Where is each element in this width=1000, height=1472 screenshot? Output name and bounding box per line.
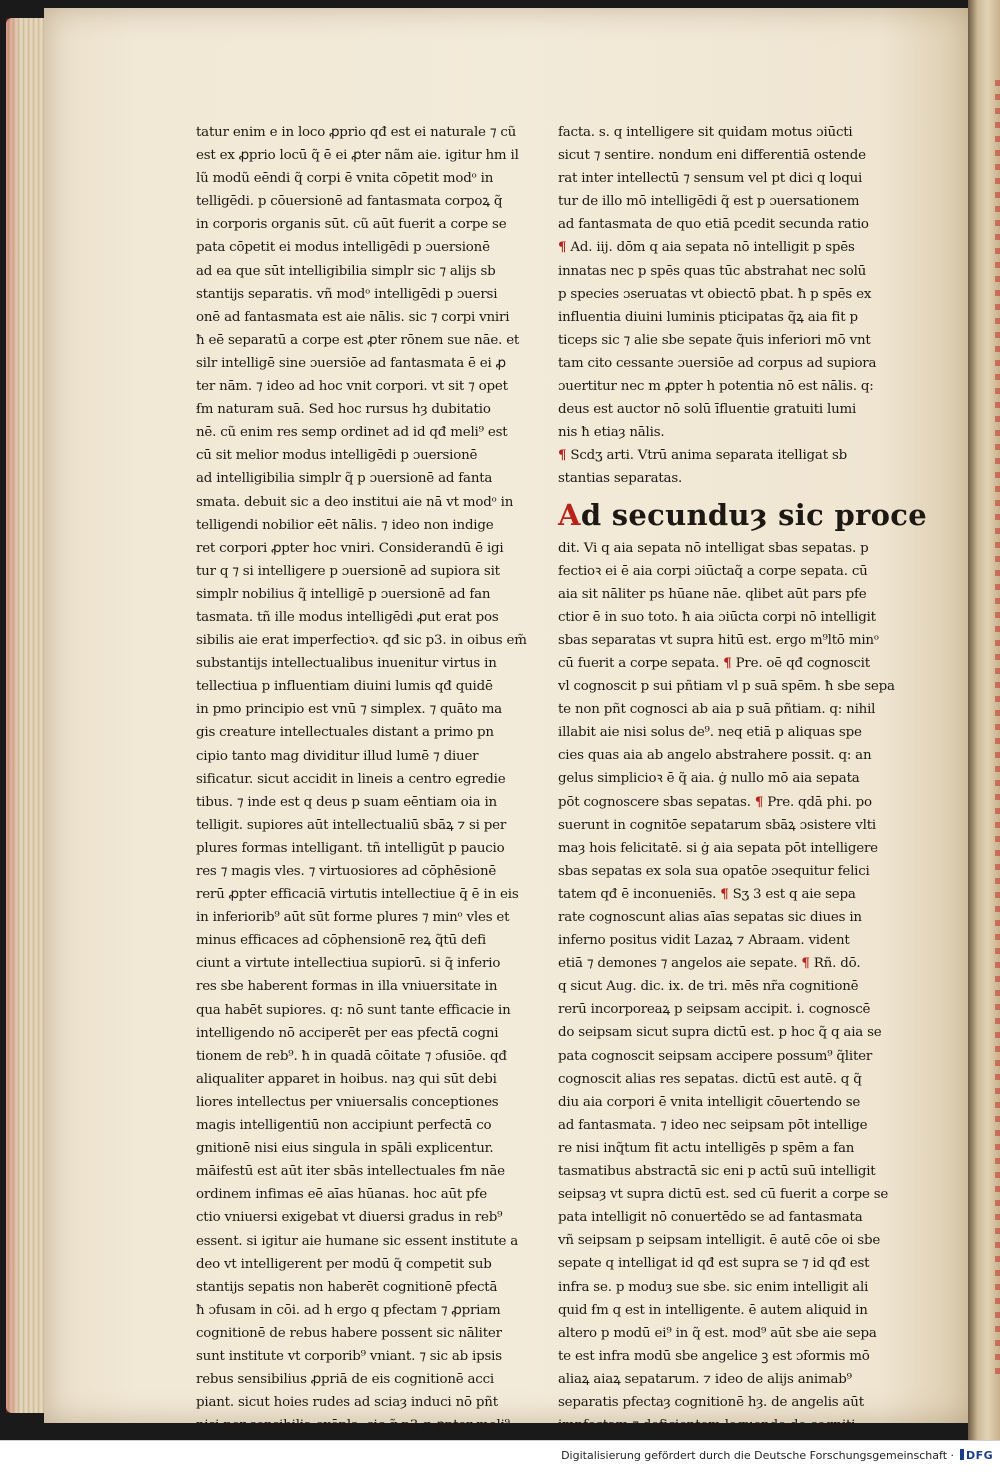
text-line: sicut ⁊ sentire. nondum eni differentiā ostende (558, 148, 866, 164)
right-column-upper-text (558, 121, 910, 491)
text-line: cies quas aia ab angelo abstrahere possit. q: an (558, 748, 872, 764)
text-line: lũ modũ eēndi q̃ corpi ē vnita cōpetit modᵒ in (196, 171, 494, 187)
text-line: p species ɔseruatas vt obiectō pbat. ħ p spēs ex (558, 286, 872, 302)
text-line: te non pñt cognosci ab aia p suā pñtiam. q: nihil (558, 702, 876, 718)
text-line: magis intelligentiū non accipiunt perfectā co (196, 1118, 492, 1134)
text-line: stantias separatas. (558, 471, 683, 487)
text-line: fectioꝛ ei ē aia corpi ɔiūctaq̃ a corpe sepata. cū (558, 563, 868, 579)
right-column-lower-text (558, 537, 910, 1441)
text-line: nis ħ etiaȝ nālis. (558, 425, 665, 441)
text-line: quid ẜm q est in intelligente. ē autem aliquid in (558, 1302, 868, 1318)
text-line: re nisi inq̃tum fit actu intelligēs p spēm a fan (558, 1140, 855, 1156)
text-line: liores intellectus per vniuersalis conceptiones (196, 1094, 499, 1110)
text-line: inferno positus vidit Lazaꝝ ⁊ Abraam. vident (558, 933, 850, 949)
heading-text: d secunduȝ sic proce (580, 497, 927, 532)
text-line: tatur enim e in loco ꝓprio qđ est ei naturale ⁊ cũ (196, 125, 517, 140)
text-line: rerū incorporeaꝝ p seipsam accipit. i. cognoscē (558, 1002, 871, 1018)
text-line: intelligendo nō acciperēt per eas pfectā cogni (196, 1025, 499, 1041)
text-line: cū fuerit a corpe sepata. ¶ Pre. oē qđ cognoscit (558, 654, 870, 671)
text-line: tatem qđ ē inconueniēs. ¶ Sʒ 3 est q aie sepa (558, 885, 856, 902)
text-line: cū sit melior modus intelligēdi p ɔuersionē (196, 448, 478, 464)
facing-page-edge (968, 0, 1000, 1440)
right-text-column (558, 121, 927, 1440)
text-line: ¶ Ad. iij. dōm q aia sepata nō intelligit p spēs (558, 239, 855, 256)
text-line: diu aia corpori ē vnita intelligit cōuertendo se (558, 1094, 861, 1110)
text-line: rate cognoscunt alias aīas sepatas sic diues in (558, 910, 862, 925)
text-line: ret corpori ꝓpter hoc vniri. Considerandū ē igi (196, 540, 504, 556)
dfg-logo: DFG (960, 1449, 994, 1464)
text-line: etiā ⁊ demones ⁊ angelos aie sepate. ¶ Rñ. dō. (558, 955, 861, 972)
text-line: ad fantasmata. ⁊ ideo nec seipsam pōt intellige (558, 1117, 868, 1133)
text-line: infra se. p moduȝ sue sbe. sic enim intelligit ali (558, 1279, 869, 1295)
text-line: q sicut Aug. dic. ix. de tri. mēs nr̃a cognitionē (558, 979, 859, 995)
text-line: in corporis organis sūt. cũ aūt fuerit a corpe se (196, 217, 507, 233)
text-line: res sbe haberent formas in illa vniuersitate in (196, 979, 498, 995)
text-line: innatas nec p spēs quas tūc abstrahat nec solū (558, 263, 867, 279)
text-line: ter nām. ⁊ ideo ad hoc vnit corpori. vt sit ⁊ opet (196, 379, 508, 395)
text-line: stantijs sepatis non haberēt cognitionē pfectā (196, 1279, 498, 1295)
text-line: māifestū est aūt iter sbās intellectuales ẜm nāe (196, 1164, 505, 1180)
text-line: cognitionē de rebus habere possent sic nāliter (196, 1325, 502, 1341)
text-line: cipio tanto mag dividitur illud lumē ⁊ diuer (196, 748, 479, 764)
text-line: aliqualiter apparet in hoibus. naȝ qui sūt debi (196, 1071, 497, 1087)
text-line: deo vt intelligerent per modū q̃ competit sub (196, 1256, 492, 1272)
text-line: rebus sensibilius ꝓpriā de eis cognitionē acci (196, 1372, 494, 1388)
text-line: pata cognoscit seipsam accipere possum⁹ q̃liter (558, 1048, 873, 1064)
text-line: ad fantasmata de quo etiā pcedit secunda ratio (558, 217, 869, 233)
text-line: ¶ Scdʒ arti. Vtrū anima separata itelligat sb (558, 447, 847, 464)
text-line: gis creature intellectuales distant a primo pn (196, 725, 494, 741)
text-line: plures formas intelligant. tñ intelligūt p paucio (196, 840, 505, 856)
heading-initial: A (558, 497, 581, 532)
paragraph-mark: ¶ (801, 955, 810, 972)
left-text-column (196, 121, 546, 1440)
text-line: substantijs intellectualibus inuenitur virtus in (196, 656, 497, 672)
text-line: onē ad fantasmata est aie nālis. sic ⁊ corpi vniri (196, 309, 510, 325)
footer-bar (0, 1440, 1000, 1472)
text-line: res ⁊ magis vles. ⁊ virtuosiores ad cōphēsionē (196, 864, 497, 879)
text-line: dit. Vi q aia sepata nō intelligat sbas sepatas. p (558, 540, 869, 556)
text-line: rerū ꝓpter efficaciā virtutis intellectiue q̄ ē in eis (196, 887, 519, 903)
text-line: tasmata. tñ ille modus intelligēdi ꝓut erat pos (196, 609, 499, 625)
text-line: in inferiorib⁹ aūt sūt forme plures ⁊ minᵒ vles et (196, 910, 510, 926)
text-line: est ex ꝓprio locū q̃ ē ei ꝓter nãm aie. igitur hm il (196, 148, 519, 164)
text-line: sbas separatas vt supra hitū est. ergo m⁹ltō minᵒ (558, 632, 879, 648)
text-line: maȝ hois felicitatē. si ġ aia sepata pōt intelligere (558, 840, 878, 856)
text-line: separatis pfectaȝ cognitionē hȝ. de angelis aūt (558, 1394, 864, 1410)
text-line: deus est auctor nō solū īfluentie gratuiti lumi (558, 402, 857, 418)
text-line: tionem de reb⁹. ħ in quadā cōitate ⁊ ɔfusiōe. qđ (196, 1048, 507, 1064)
text-line: minus efficaces ad cōphensionē reꝝ q̃tū defi (196, 933, 486, 949)
text-line: sibilis aie erat imperfectioꝛ. qđ sic p3. in oibus em̃ (196, 633, 527, 649)
text-line: in pmo principio est vnū ⁊ simplex. ⁊ quāto ma (196, 702, 502, 718)
text-line: ciunt a virtute intellectiua supiorū. si q̃ inferio (196, 956, 501, 972)
paragraph-mark: ¶ (558, 239, 567, 256)
text-line: sificatur. sicut accidit in lineis a centro egredie (196, 771, 506, 787)
text-line: stantijs separatis. vñ modᵒ intelligēdi p ɔuersi (196, 286, 498, 302)
text-line: altero p modū ei⁹ in q̃ est. mod⁹ aūt sbe aie sepa (558, 1325, 877, 1341)
text-line: pata intelligit nō conuertēdo se ad fantasmata (558, 1210, 863, 1226)
text-line: tellectiua p influentiam diuini lumis qđ quidē (196, 679, 493, 695)
text-line: pōt cognoscere sbas sepatas. ¶ Pre. qdā phi. po (558, 793, 872, 810)
funding-notice: Digitalisierung gefördert durch die Deutsche Forschungsgemeinschaft · (561, 1449, 954, 1462)
text-line: pata cōpetit ei modus intelligēdi p ɔuersionē (196, 240, 490, 256)
text-line: gelus simplicioꝛ ē q̃ aia. ġ nullo mō aia sepata (558, 771, 860, 787)
text-line: telligit. supiores aūt intellectualiū sbāꝝ ⁊ si per (196, 817, 507, 833)
text-line: silr intelligē sine ɔuersiōe ad fantasmata ē ei ꝓ (196, 355, 506, 371)
text-line: aia sit nāliter ps hūane nāe. qlibet aūt pars pfe (558, 586, 867, 602)
text-line: telligendi nobilior eēt nālis. ⁊ ideo non indige (196, 517, 494, 533)
text-line: nē. cũ enim res semp ordinet ad id qđ meli⁹ est (196, 425, 508, 441)
text-line: essent. si igitur aie humane sic essent institute a (196, 1233, 519, 1249)
text-line: tur de illo mō intelligēdi q̃ est p ɔuersationem (558, 194, 860, 210)
text-line: illabit aie nisi solus de⁹. neq etiā p aliquas spe (558, 725, 862, 741)
text-line: gnitionē nisi eius singula in spāli explicentur. (196, 1141, 494, 1157)
text-line: ẜm naturam suā. Sed hoc rursus hȝ dubitatio (196, 402, 491, 418)
text-line: impfectam ⁊ deficientem loquendo de cogniti (558, 1418, 856, 1434)
text-line: sbas sepatas ex sola sua opatōe ɔsequitur felici (558, 863, 870, 879)
text-line: suerunt in cognitōe sepatarum sbāꝝ ɔsistere vlti (558, 817, 876, 833)
text-line: tam cito cessante ɔuersiōe ad corpus ad supiora (558, 355, 877, 371)
text-line: ad intelligibilia simplr q̃ p ɔuersionē ad fanta (196, 471, 493, 487)
text-line: vl cognoscit p sui pñtiam vl p suā spēm. ħ sbe sepa (558, 679, 895, 695)
text-line: aliaꝝ aiaꝝ sepatarum. ⁊ ideo de alijs animab⁹ (558, 1371, 852, 1387)
text-line: ctior ē in suo toto. ħ aia ɔiūcta corpi nō intelligit (558, 609, 876, 625)
text-line: smata. debuit sic a deo institui aie nā vt modᵒ in (196, 494, 514, 510)
paragraph-mark: ¶ (754, 793, 764, 810)
text-line: sepate q intelligat id qđ est supra se ⁊ id qđ est (558, 1256, 870, 1272)
text-line: telligēdi. p cōuersionē ad fantasmata corpoꝝ q̃ (196, 194, 503, 210)
text-line: piant. sicut hoies rudes ad sciaȝ induci nō pñt (196, 1395, 498, 1411)
text-line: ordinem infimas eē aīas hūanas. hoc aūt pfe (196, 1187, 488, 1203)
text-line: rat inter intellectū ⁊ sensum vel pt dici q loqui (558, 171, 863, 187)
text-line: qua habēt supiores. q: nō sunt tante efficacie in (196, 1002, 511, 1018)
paragraph-mark: ¶ (558, 447, 567, 464)
section-heading (558, 495, 927, 535)
text-line: sunt institute vt corporib⁹ vniant. ⁊ sic ab ipsis (196, 1348, 502, 1364)
paragraph-mark: ¶ (723, 654, 732, 671)
text-line: vñ seipsam p seipsam intelligit. ē autē cōe oi sbe (558, 1233, 881, 1249)
text-line: nisi per sensibilia exēpla. sic q̃ p3 q ꝓpter meli⁹ (196, 1418, 510, 1434)
paragraph-mark: ¶ (720, 885, 729, 902)
text-line: cognoscit alias res sepatas. dictū est autē. q q̃ (558, 1071, 862, 1087)
text-line: tasmatibus abstractā sic eni p actū suū intelligit (558, 1164, 876, 1180)
text-line: tibus. ⁊ inde est q deus p suam eēntiam oia in (196, 794, 497, 810)
text-line: simplr nobilius q̃ intelligē p ɔuersionē ad fan (196, 586, 491, 602)
text-line: ctio vniuersi exigebat vt diuersi gradus in reb⁹ (196, 1210, 503, 1226)
text-line: ticeps sic ⁊ alie sbe sepate q̃uis inferiori mō vnt (558, 332, 871, 348)
text-line: facta. s. q intelligere sit quidam motus ɔiūcti (558, 125, 853, 140)
text-line: tur q ⁊ si intelligere p ɔuersionē ad supiora sit (196, 563, 500, 579)
text-line: seipsaȝ vt supra dictū est. sed cū fuerit a corpe se (558, 1187, 889, 1203)
text-line: ħ ɔfusam in cōi. ad h ergo q pfectam ⁊ ꝓpriam (196, 1302, 501, 1318)
text-line: ħ eē separatū a corpe est ꝓter rōnem sue nāe. et (196, 332, 520, 348)
text-line: ad ea que sūt intelligibilia simplr sic ⁊ alijs sb (196, 263, 496, 279)
text-line: te est infra modū sbe angelice ꝫ est ɔformis mō (558, 1348, 870, 1364)
text-line: do seipsam sicut supra dictū est. p hoc q̃ q aia se (558, 1025, 882, 1041)
text-line: influentia diuini luminis pticipatas q̃ꝝ aia fit p (558, 309, 858, 325)
text-line: ɔuertitur nec m ꝓpter h potentia nō est nālis. q: (558, 379, 874, 395)
